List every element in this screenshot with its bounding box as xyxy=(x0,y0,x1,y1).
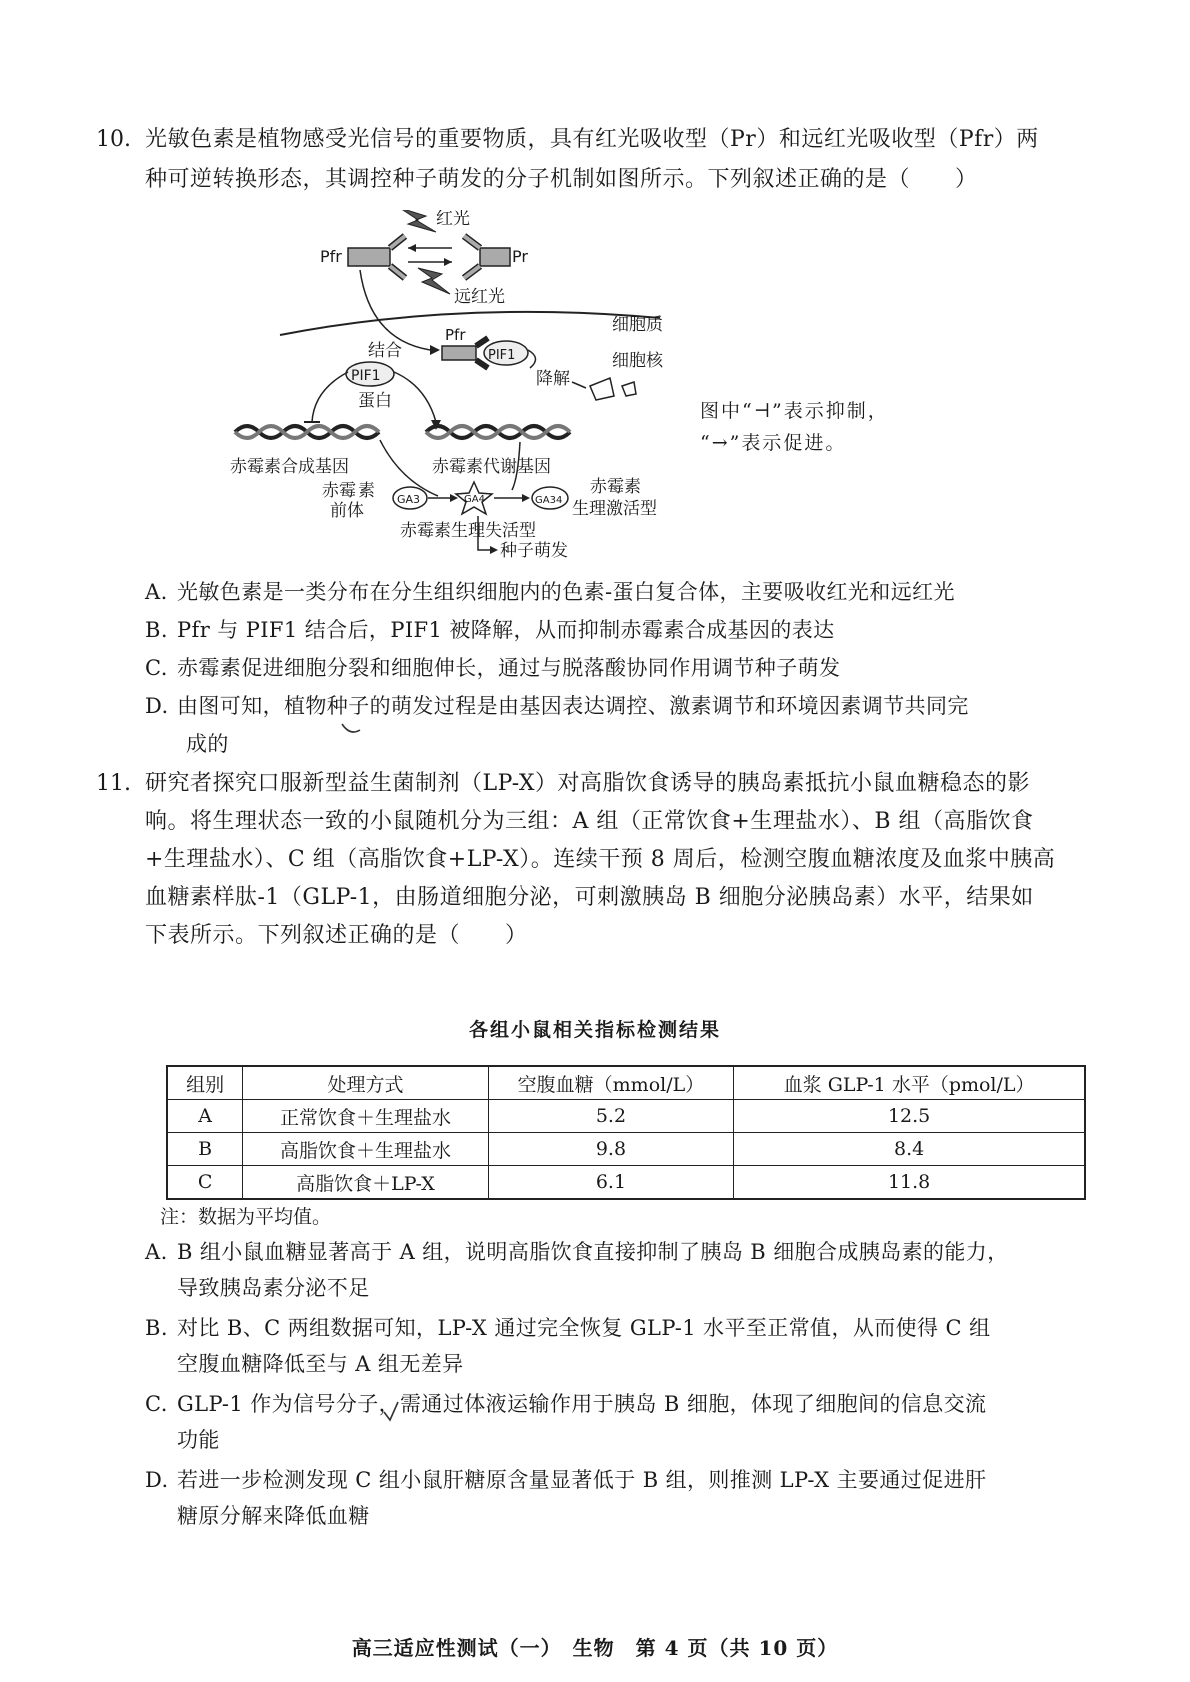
table-cell: 11.8 xyxy=(734,1166,1085,1200)
table-header-row xyxy=(167,1066,1085,1100)
ga-precursor-label-line3: 前体 xyxy=(330,501,364,521)
table-row xyxy=(167,1166,1085,1200)
pfr-in-nucleus-label: Pfr xyxy=(445,326,466,344)
degraded-fragments-icon xyxy=(590,378,636,400)
q11-option-d-text-line-1: 若进一步检测发现 C 组小鼠肝糖原含量显著低于 B 组，则推测 LP-X 主要通过促进肝 xyxy=(177,1468,987,1492)
q11-option-d-letter: D. xyxy=(145,1468,169,1492)
q11-option-a-text-line-1: B 组小鼠血糖显著高于 A 组，说明高脂饮食直接抑制了胰岛 B 细胞合成胰岛素的能力， xyxy=(177,1240,1009,1264)
q10-option-c-text: 赤霉素促进细胞分裂和细胞伸长，通过与脱落酸协同作用调节种子萌发 xyxy=(177,656,841,680)
pr-label: Pr xyxy=(512,247,528,266)
q11-stem-line-1: 研究者探究口服新型益生菌制剂（LP-X）对高脂饮食诱导的胰岛素抵抗小鼠血糖稳态的影 xyxy=(145,771,1031,796)
table-note: 注：数据为平均值。 xyxy=(160,1206,332,1228)
table-cell: 9.8 xyxy=(488,1133,734,1166)
table-cell: 6.1 xyxy=(488,1166,734,1200)
q11-option-b-letter: B. xyxy=(145,1316,168,1340)
q11-option-c[interactable] xyxy=(145,1388,986,1420)
pr-molecule-icon xyxy=(464,236,510,278)
nuclear-envelope-line xyxy=(280,312,660,335)
table-cell: 5.2 xyxy=(488,1100,734,1133)
protein-label: 蛋白 xyxy=(358,391,392,411)
q10-number: 10. xyxy=(96,127,131,152)
results-table xyxy=(166,1065,1086,1200)
ga-precursor-label-line1: 赤霉 xyxy=(322,481,356,501)
q11-option-c-text-line-1: GLP-1 作为信号分子，需通过体液运输作用于胰岛 B 细胞，体现了细胞间的信息交流 xyxy=(177,1392,987,1416)
q10-stem-line-2: 种可逆转换形态，其调控种子萌发的分子机制如图所示。下列叙述正确的是（ ） xyxy=(145,167,978,192)
diagram-legend-line-2: “→”表示促进。 xyxy=(700,432,847,454)
q11-option-c-line-2: 功能 xyxy=(177,1428,220,1452)
q11-option-c-letter: C. xyxy=(145,1392,168,1416)
table-cell: B xyxy=(167,1133,243,1166)
q10-option-d-letter: D. xyxy=(145,694,169,718)
q10-option-d[interactable] xyxy=(145,690,969,722)
q10-option-a[interactable] xyxy=(145,576,955,608)
q11-stem-line-2: 响。将生理状态一致的小鼠随机分为三组：A 组（正常饮食+生理盐水）、B 组（高脂饮食 xyxy=(145,809,1034,834)
red-light-bolt-icon xyxy=(400,210,436,232)
ga-synthesis-gene-dna-icon xyxy=(235,426,379,438)
q10-option-b[interactable] xyxy=(145,614,835,646)
phytochrome-mechanism-diagram xyxy=(230,210,690,570)
q10-option-d-line-2: 成的 xyxy=(186,732,229,756)
nucleus-label: 细胞核 xyxy=(612,351,663,371)
handwritten-check-mark xyxy=(382,1400,402,1424)
table-cell: 正常饮食＋生理盐水 xyxy=(243,1100,488,1133)
table-cell: 12.5 xyxy=(734,1100,1085,1133)
table-cell: A xyxy=(167,1100,243,1133)
q11-option-b[interactable] xyxy=(145,1312,990,1344)
q10-option-c[interactable] xyxy=(145,652,840,684)
q11-option-d[interactable] xyxy=(145,1464,986,1496)
table-header-group: 组别 xyxy=(167,1066,243,1100)
ga-metabolism-gene-label: 赤霉素代谢基因 xyxy=(432,457,551,477)
ga3-label: GA3 xyxy=(397,493,421,506)
q11-option-a-letter: A. xyxy=(145,1240,168,1264)
pif1-promotes-metabolism-arrow xyxy=(394,372,436,422)
q10-option-a-letter: A. xyxy=(145,580,168,604)
q11-option-a[interactable] xyxy=(145,1236,1009,1268)
pif1-bound-label: PIF1 xyxy=(488,348,516,363)
ga34-label: GA34 xyxy=(535,495,563,506)
q10-option-d-text-line-1: 由图可知，植物种子的萌发过程是由基因表达调控、激素调节和环境因素调节共同完 xyxy=(177,694,969,718)
page-footer: 高三适应性测试（一） 生物 第 4 页（共 10 页） xyxy=(351,1636,839,1660)
table-row xyxy=(167,1100,1085,1133)
ga-synthesis-gene-label: 赤霉素合成基因 xyxy=(230,457,349,477)
ga-precursor-label-line2: 素 xyxy=(358,481,375,501)
pfr-label: Pfr xyxy=(320,247,342,266)
q11-stem-line-4: 血糖素样肽-1（GLP-1，由肠道细胞分泌，可刺激胰岛 B 细胞分泌胰岛素）水平，结果如 xyxy=(145,885,1034,910)
q11-stem-line-3: +生理盐水）、C 组（高脂饮食+LP-X）。连续干预 8 周后，检测空腹血糖浓度及血浆中胰高 xyxy=(145,847,1056,872)
red-light-label: 红光 xyxy=(436,210,470,229)
pfr-import-arrow xyxy=(360,270,430,350)
q11-stem-line-5: 下表所示。下列叙述正确的是（ ） xyxy=(145,923,528,948)
q11-option-b-line-2: 空腹血糖降低至与 A 组无差异 xyxy=(177,1352,464,1376)
ga-inactive-label: 赤霉素生理失活型 xyxy=(400,521,536,541)
ga-active-label-line2: 生理激活型 xyxy=(572,499,657,519)
bind-label: 结合 xyxy=(368,341,402,361)
germination-label: 种子萌发 xyxy=(500,541,568,561)
table-cell: C xyxy=(167,1166,243,1200)
ga4-label: GA4 xyxy=(464,494,485,505)
q11-option-d-line-2: 糖原分解来降低血糖 xyxy=(177,1504,370,1528)
q10-stem-line-1: 光敏色素是植物感受光信号的重要物质，具有红光吸收型（Pr）和远红光吸收型（Pfr）两 xyxy=(145,127,1039,152)
ga-metabolism-gene-dna-icon xyxy=(426,426,570,438)
table-row xyxy=(167,1133,1085,1166)
table-header-glp1: 血浆 GLP-1 水平（pmol/L） xyxy=(734,1066,1085,1100)
pfr-molecule-icon xyxy=(348,236,405,278)
diagram-legend-line-1: 图中“⊣”表示抑制， xyxy=(700,400,889,422)
far-red-light-label: 远红光 xyxy=(454,287,505,307)
table-header-treatment: 处理方式 xyxy=(243,1066,488,1100)
ga-active-label-line1: 赤霉素 xyxy=(590,477,641,497)
pif1-label: PIF1 xyxy=(351,368,381,384)
q10-option-b-text: Pfr 与 PIF1 结合后，PIF1 被降解，从而抑制赤霉素合成基因的表达 xyxy=(177,618,835,642)
handwritten-tick-mark xyxy=(340,720,362,740)
table-title: 各组小鼠相关指标检测结果 xyxy=(468,1019,721,1041)
far-red-light-bolt-icon xyxy=(418,268,450,294)
table-cell: 高脂饮食＋生理盐水 xyxy=(243,1133,488,1166)
q10-option-c-letter: C. xyxy=(145,656,168,680)
degrade-label: 降解 xyxy=(536,369,570,389)
table-cell: 高脂饮食＋LP-X xyxy=(243,1166,488,1200)
q10-option-b-letter: B. xyxy=(145,618,168,642)
q11-number: 11. xyxy=(96,771,131,796)
cytoplasm-label: 细胞质 xyxy=(612,315,663,335)
q11-option-b-text-line-1: 对比 B、C 两组数据可知，LP-X 通过完全恢复 GLP-1 水平至正常值，从而使得 C 组 xyxy=(177,1316,991,1340)
pif1-inhibits-synthesis-line xyxy=(312,372,348,422)
q11-option-a-line-2: 导致胰岛素分泌不足 xyxy=(177,1276,370,1300)
table-header-fasting-glucose: 空腹血糖（mmol/L） xyxy=(488,1066,734,1100)
table-cell: 8.4 xyxy=(734,1133,1085,1166)
q10-option-a-text: 光敏色素是一类分布在分生组织细胞内的色素-蛋白复合体，主要吸收红光和远红光 xyxy=(177,580,955,604)
